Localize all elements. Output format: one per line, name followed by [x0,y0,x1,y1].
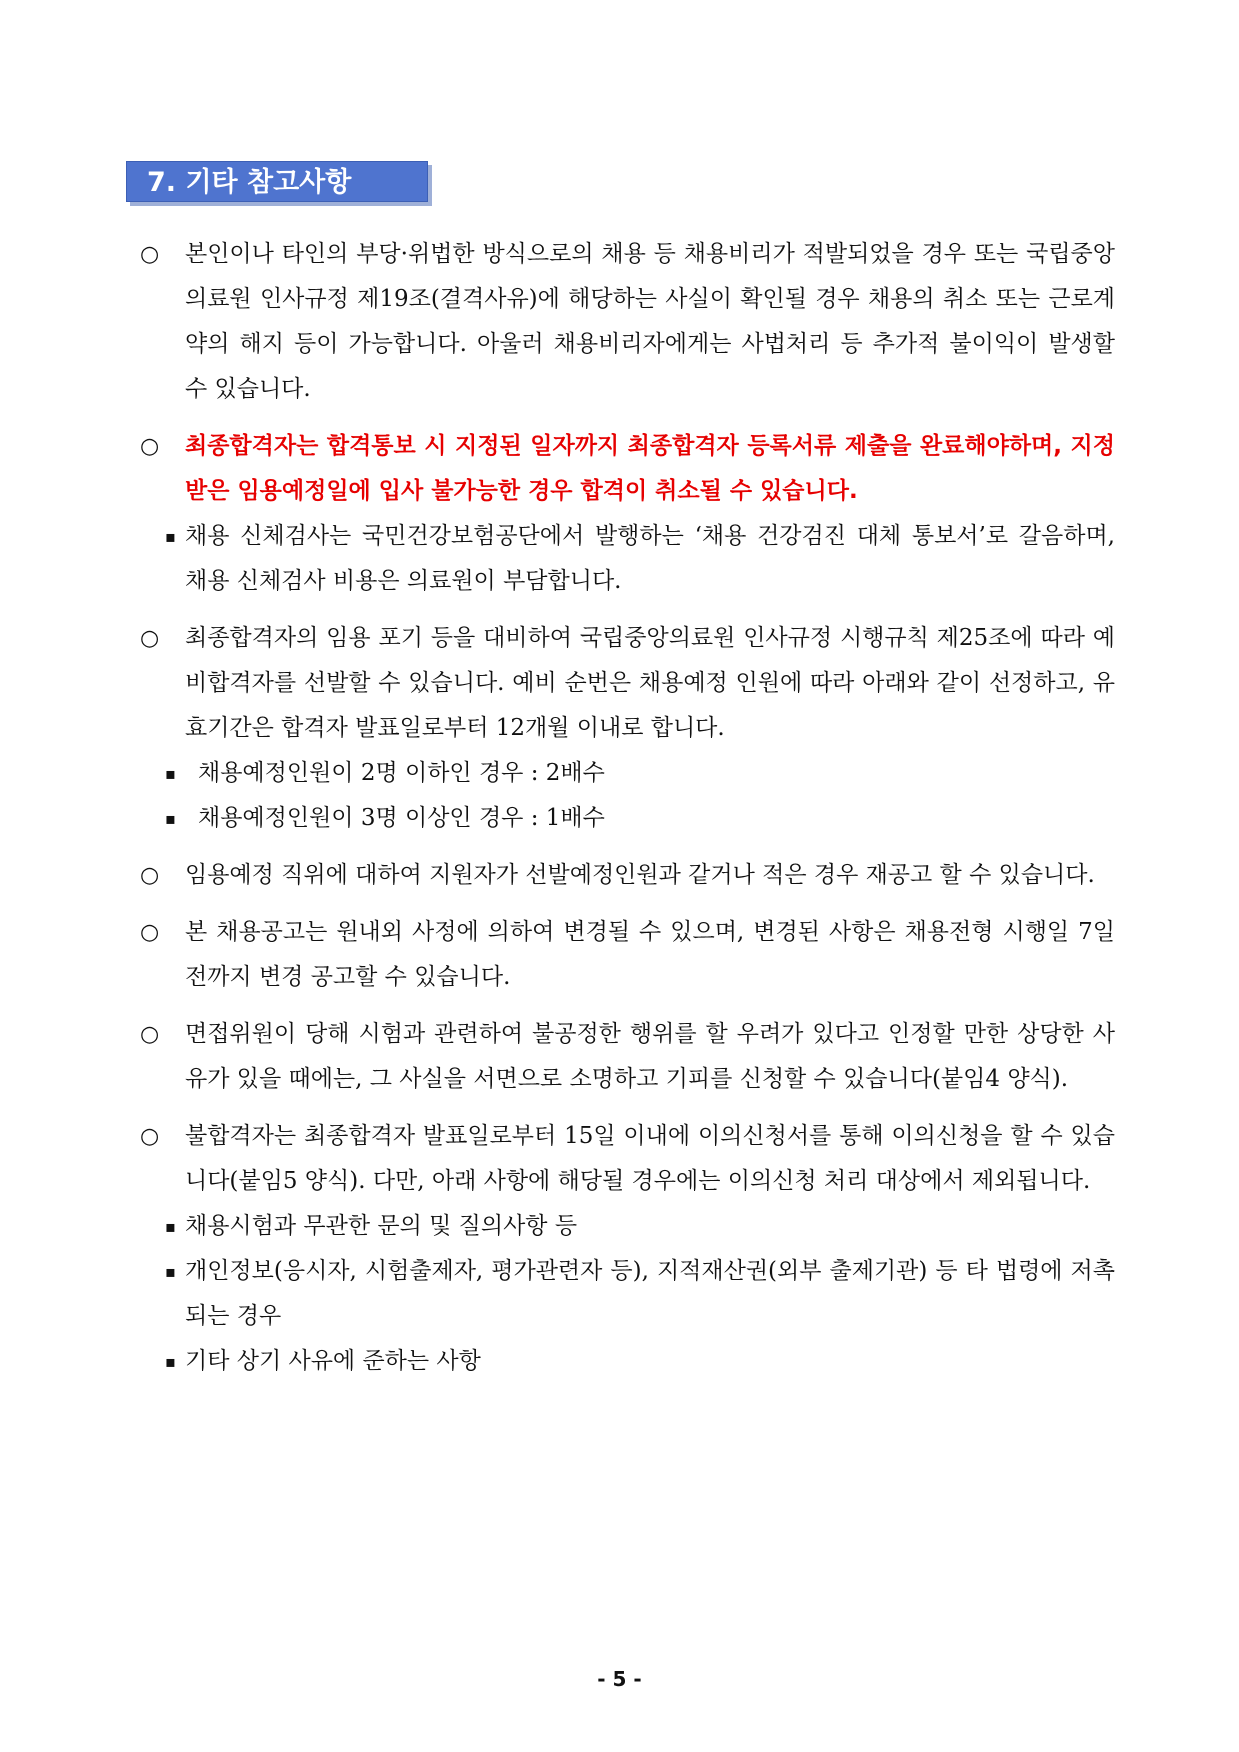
sub-item-text: 채용예정인원이 2명 이하인 경우 : 2배수 [198,760,605,786]
circle-bullet-icon: ○ [140,1124,160,1149]
circle-bullet-icon: ○ [140,863,160,888]
item-text: 불합격자는 최종합격자 발표일로부터 15일 이내에 이의신청서를 통해 이의신청을 할 수 있습니다(붙임5 양식). 다만, 아래 사항에 해당될 경우에는 이의신청 처리 대상에서 제외됩니다. [185,1123,1115,1194]
sub-item [140,1339,1115,1384]
item-text: 최종합격자는 합격통보 시 지정된 일자까지 최종합격자 등록서류 제출을 완료해야하며, 지정받은 임용예정일에 입사 불가능한 경우 합격이 취소될 수 있습니다. [185,433,1115,504]
square-bullet-icon: ▪ [165,1217,176,1236]
sub-item [140,751,1115,796]
circle-bullet-icon: ○ [140,1022,160,1047]
circle-bullet-icon: ○ [140,434,160,459]
list-item [140,616,1115,751]
sub-item-text: 개인정보(응시자, 시험출제자, 평가관련자 등), 지적재산권(외부 출제기관) 등 타 법령에 저촉되는 경우 [185,1258,1115,1329]
item-text: 최종합격자의 임용 포기 등을 대비하여 국립중앙의료원 인사규정 시행규칙 제25조에 따라 예비합격자를 선발할 수 있습니다. 예비 순번은 채용예정 인원에 따라 아래와 같이 선정하고, 유효기간은 합격자 발표일로부터 12개월 이내로 합니다. [185,625,1115,741]
item-text: 임용예정 직위에 대하여 지원자가 선발예정인원과 같거나 적은 경우 재공고 할 수 있습니다. [185,862,1095,888]
page-number: - 5 - [597,1667,642,1691]
list-item [140,1012,1115,1102]
sub-item [140,796,1115,841]
sub-item [140,514,1115,604]
list-item [140,232,1115,412]
list-item [140,853,1115,898]
sub-item-text: 기타 상기 사유에 준하는 사항 [185,1348,481,1374]
sub-item-text: 채용예정인원이 3명 이상인 경우 : 1배수 [198,805,605,831]
list-item-emphasis [140,424,1115,514]
square-bullet-icon: ▪ [165,764,176,783]
section-title: 7. 기타 참고사항 [126,161,428,202]
sub-item-text: 채용시험과 무관한 문의 및 질의사항 등 [185,1213,578,1239]
list-item [140,910,1115,1000]
list-item [140,1114,1115,1204]
square-bullet-icon: ▪ [165,809,176,828]
circle-bullet-icon: ○ [140,626,160,651]
notes-list [140,232,1115,1384]
square-bullet-icon: ▪ [165,1262,176,1281]
item-text: 본인이나 타인의 부당·위법한 방식으로의 채용 등 채용비리가 적발되었을 경우 또는 국립중앙의료원 인사규정 제19조(결격사유)에 해당하는 사실이 확인될 경우 채용의 취소 또는 근로계약의 해지 등이 가능합니다. 아울러 채용비리자에게는 사법처리 등 추가적 불이익이 발생할 수 있습니다. [185,241,1115,402]
item-text: 본 채용공고는 원내외 사정에 의하여 변경될 수 있으며, 변경된 사항은 채용전형 시행일 7일 전까지 변경 공고할 수 있습니다. [185,919,1115,990]
circle-bullet-icon: ○ [140,242,160,267]
square-bullet-icon: ▪ [165,527,176,546]
circle-bullet-icon: ○ [140,920,160,945]
sub-item-text: 채용 신체검사는 국민건강보험공단에서 발행하는 ‘채용 건강검진 대체 통보서’로 갈음하며, 채용 신체검사 비용은 의료원이 부담합니다. [185,523,1115,594]
item-text: 면접위원이 당해 시험과 관련하여 불공정한 행위를 할 우려가 있다고 인정할 만한 상당한 사유가 있을 때에는, 그 사실을 서면으로 소명하고 기피를 신청할 수 있습니다(붙임4 양식). [185,1021,1115,1092]
sub-item [140,1204,1115,1249]
square-bullet-icon: ▪ [165,1352,176,1371]
sub-item [140,1249,1115,1339]
